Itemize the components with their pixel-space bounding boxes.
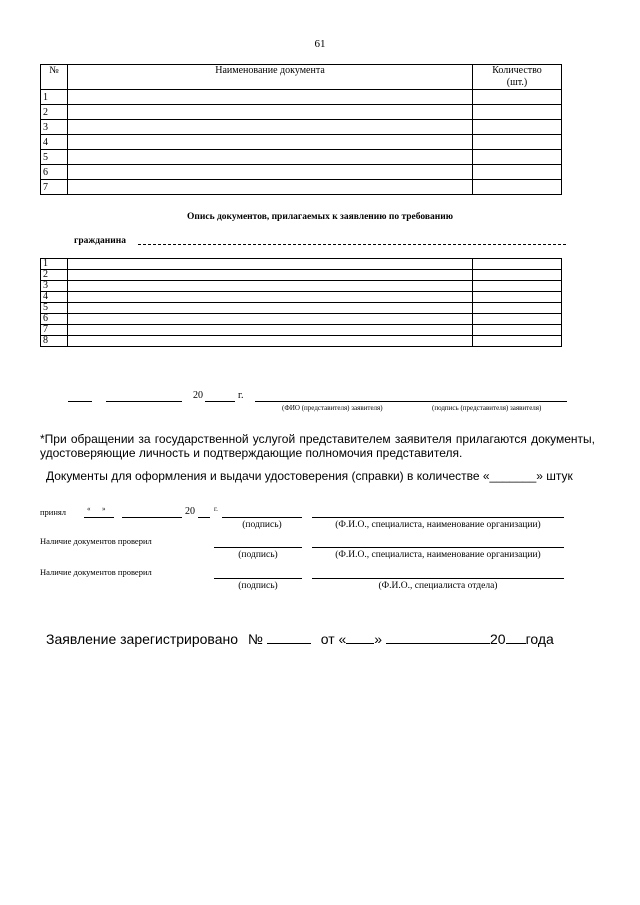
registration-month-field[interactable] [386,631,490,644]
inventory-table [40,258,562,347]
applicant-signature-line[interactable] [255,401,567,402]
registration-year-word: года [525,631,554,647]
accepted-specialist-line[interactable] [312,517,564,518]
table-row [41,336,562,347]
row-qty-cell[interactable] [473,325,562,336]
check1-label: Наличие документов проверил [40,536,152,546]
month-line[interactable] [106,401,182,402]
table-header-row [41,65,562,90]
year-line[interactable] [205,401,235,402]
row-name-cell[interactable] [68,292,473,303]
check2-caption-dept: (Ф.И.О., специалиста отдела) [378,581,498,591]
caption-applicant-sign: (подпись (представителя) заявителя) [432,404,542,412]
row-name-cell[interactable] [68,90,473,105]
header-quantity-line1: Количество [492,65,542,76]
row-qty-cell[interactable] [473,270,562,281]
check2-caption-sign: (подпись) [238,581,278,591]
row-qty-cell[interactable] [473,259,562,270]
row-qty-cell[interactable] [473,135,562,150]
accepted-year-line[interactable] [198,517,210,518]
caption-applicant-fio: (ФИО (представителя) заявителя) [282,404,383,412]
year-suffix: г. [238,390,244,401]
row-number: 6 [41,314,68,325]
check2-signature-line[interactable] [214,578,302,579]
row-number: 7 [41,325,68,336]
row-name-cell[interactable] [68,325,473,336]
registration-year-prefix: 20 [489,631,506,647]
table-row [41,180,562,195]
check2-label: Наличие документов проверил [40,567,152,577]
table-row [41,135,562,150]
row-qty-cell[interactable] [473,281,562,292]
check1-specialist-line[interactable] [312,547,564,548]
accepted-year-suffix: г. [214,505,218,513]
table-row [41,281,562,292]
row-qty-cell[interactable] [473,165,562,180]
table-row [41,120,562,135]
row-qty-cell[interactable] [473,120,562,135]
accepted-caption-sign: (подпись) [242,520,282,530]
check1-caption-sign: (подпись) [238,550,278,560]
accepted-caption-org: (Ф.И.О., специалиста, наименование организации) [335,520,541,530]
citizen-name-line[interactable] [138,244,566,245]
representative-note: *При обращении за государственной услугой представителем заявителя прилагаются документы, удостоверяющие личность и подтверждающие полномочия представителя. [40,432,595,460]
table-row [41,165,562,180]
row-number: 5 [41,303,68,314]
row-number: 2 [41,270,68,281]
row-number: 2 [41,105,68,120]
row-name-cell[interactable] [68,150,473,165]
year-prefix: 20 [193,390,203,401]
row-name-cell[interactable] [68,259,473,270]
row-number: 5 [41,150,68,165]
table-row [41,325,562,336]
header-document-name: Наименование документа [68,65,473,90]
accepted-signature-line[interactable] [222,517,302,518]
check1-caption-org: (Ф.И.О., специалиста, наименование организации) [335,550,541,560]
registration-number-sign: № [247,631,263,647]
table-row [41,259,562,270]
row-name-cell[interactable] [68,165,473,180]
table-row [41,150,562,165]
row-number: 1 [41,90,68,105]
day-line[interactable] [68,401,92,402]
row-number: 8 [41,336,68,347]
row-qty-cell[interactable] [473,90,562,105]
row-number: 4 [41,135,68,150]
row-qty-cell[interactable] [473,150,562,165]
row-number: 3 [41,281,68,292]
accepted-label: принял [40,507,67,517]
row-name-cell[interactable] [68,270,473,281]
header-number: № [41,65,68,90]
row-qty-cell[interactable] [473,180,562,195]
table-row [41,292,562,303]
page-number: 61 [314,38,326,50]
registration-line [46,631,554,647]
documents-table [40,64,562,195]
row-number: 6 [41,165,68,180]
row-number: 7 [41,180,68,195]
registration-year-field[interactable] [506,631,526,644]
row-qty-cell[interactable] [473,292,562,303]
row-name-cell[interactable] [68,120,473,135]
row-name-cell[interactable] [68,303,473,314]
table-row [41,303,562,314]
accepted-quote-open: « [87,505,91,513]
row-number: 3 [41,120,68,135]
registration-from: от [320,631,335,647]
registration-day-field[interactable] [346,631,374,644]
row-qty-cell[interactable] [473,314,562,325]
table-row [41,270,562,281]
table-row [41,90,562,105]
registration-quote-open: « [338,631,347,647]
accepted-quote-close: » [102,505,106,513]
table-row [41,105,562,120]
row-qty-cell[interactable] [473,105,562,120]
accepted-day-line[interactable] [84,517,114,518]
row-name-cell[interactable] [68,314,473,325]
row-name-cell[interactable] [68,336,473,347]
accepted-year-prefix: 20 [185,506,195,517]
row-name-cell[interactable] [68,135,473,150]
registration-quote-close: » [374,631,383,647]
row-name-cell[interactable] [68,281,473,292]
check2-specialist-line[interactable] [312,578,564,579]
registration-number-field[interactable] [267,631,311,644]
citizen-label: гражданина [74,236,126,246]
header-quantity-line2: (шт.) [506,77,528,88]
row-name-cell[interactable] [68,105,473,120]
row-name-cell[interactable] [68,180,473,195]
accepted-month-line[interactable] [122,517,182,518]
row-qty-cell[interactable] [473,303,562,314]
row-number: 4 [41,292,68,303]
table-row [41,314,562,325]
header-quantity [473,65,562,90]
row-number: 1 [41,259,68,270]
registration-text: Заявление зарегистрировано [46,631,239,647]
row-qty-cell[interactable] [473,336,562,347]
documents-count-line: Документы для оформления и выдачи удостоверения (справки) в количестве «_______» штук [46,469,573,483]
check1-signature-line[interactable] [214,547,302,548]
inventory-title: Опись документов, прилагаемых к заявлению по требованию [187,212,453,222]
